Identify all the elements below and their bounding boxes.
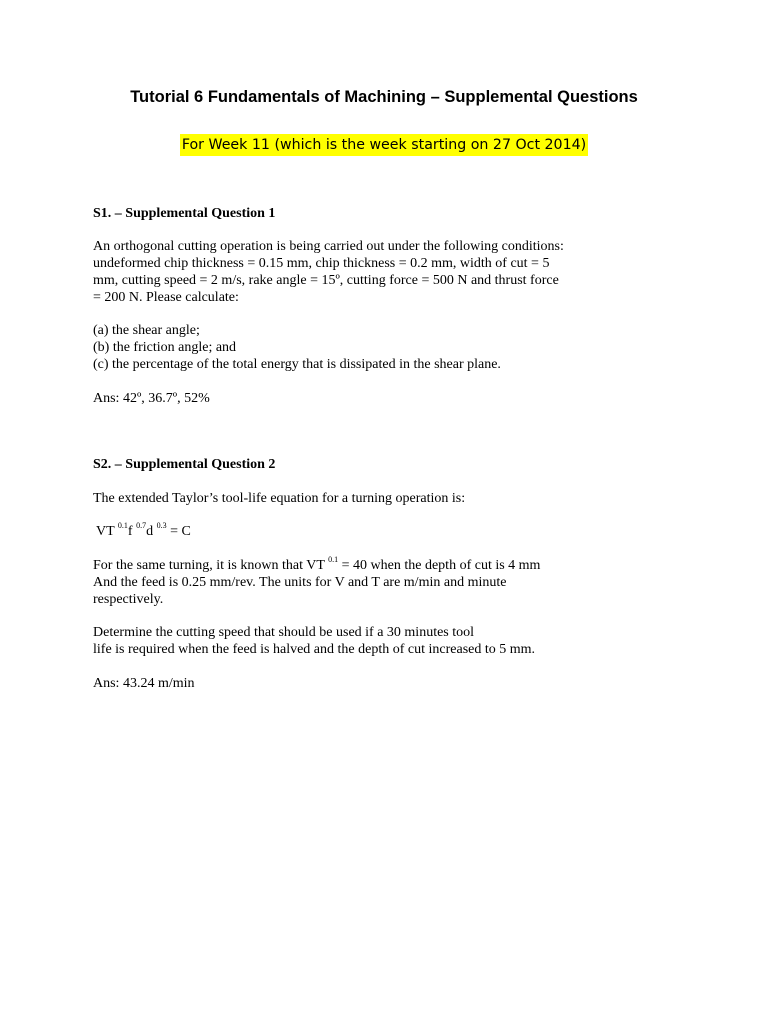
equation-exp-t: 0.1 (117, 521, 128, 531)
equation-rhs: = C (166, 524, 191, 539)
question-1-parts (93, 322, 653, 373)
question-2-determine (93, 624, 653, 658)
question-1-part-c: (c) the percentage of the total energy that is dissipated in the shear plane. (93, 357, 501, 372)
question-2-known-line-2: And the feed is 0.25 mm/rev. The units for V and T are m/min and minute (93, 575, 507, 590)
question-1-intro (93, 238, 653, 306)
question-2-answer-block (93, 675, 653, 692)
question-2-answer: Ans: 43.24 m/min (93, 676, 195, 691)
known-pre: For the same turning, it is known that VT (93, 558, 325, 573)
equation-d: d (146, 524, 154, 539)
highlighted-subtitle: For Week 11 (which is the week starting on 27 Oct 2014) (180, 134, 588, 156)
question-1-intro-line: mm, cutting speed = 2 m/s, rake angle = 15º, cutting force = 500 N and thrust force (93, 273, 559, 288)
question-2-determine-line: life is required when the feed is halved and the depth of cut increased to 5 mm. (93, 642, 536, 657)
question-2-known-line-1 (93, 557, 653, 574)
equation-v: VT (96, 524, 115, 539)
question-1-intro-line: undeformed chip thickness = 0.15 mm, chip thickness = 0.2 mm, width of cut = 5 (93, 256, 550, 271)
known-post: = 40 when the depth of cut is 4 mm (338, 558, 541, 573)
equation-line (96, 523, 656, 540)
question-2-known (93, 557, 653, 608)
question-2-heading: S2. – Supplemental Question 2 (93, 457, 276, 472)
equation-f: f (127, 524, 133, 539)
question-1-answer-block (93, 390, 653, 407)
subtitle-container (0, 134, 768, 156)
taylor-equation (96, 523, 656, 540)
page-title: Tutorial 6 Fundamentals of Machining – Supplemental Questions (130, 88, 638, 106)
equation-exp-f: 0.7 (136, 521, 147, 531)
known-exp: 0.1 (328, 555, 339, 565)
question-1-intro-line: = 200 N. Please calculate: (93, 290, 239, 305)
equation-exp-d: 0.3 (156, 521, 167, 531)
question-1-part-a: (a) the shear angle; (93, 323, 200, 338)
question-2-known-line-3: respectively. (93, 592, 164, 607)
question-1-heading-block (93, 205, 653, 222)
question-2-intro-block (93, 490, 653, 507)
question-1-part-b: (b) the friction angle; and (93, 340, 237, 355)
question-1-intro-line: An orthogonal cutting operation is being carried out under the following conditions: (93, 239, 564, 254)
question-2-intro: The extended Taylor’s tool-life equation for a turning operation is: (93, 491, 466, 506)
question-1-heading: S1. – Supplemental Question 1 (93, 206, 276, 221)
question-2-heading-block (93, 456, 653, 473)
question-1-answer: Ans: 42º, 36.7º, 52% (93, 391, 210, 406)
question-2-determine-line: Determine the cutting speed that should be used if a 30 minutes tool (93, 625, 475, 640)
